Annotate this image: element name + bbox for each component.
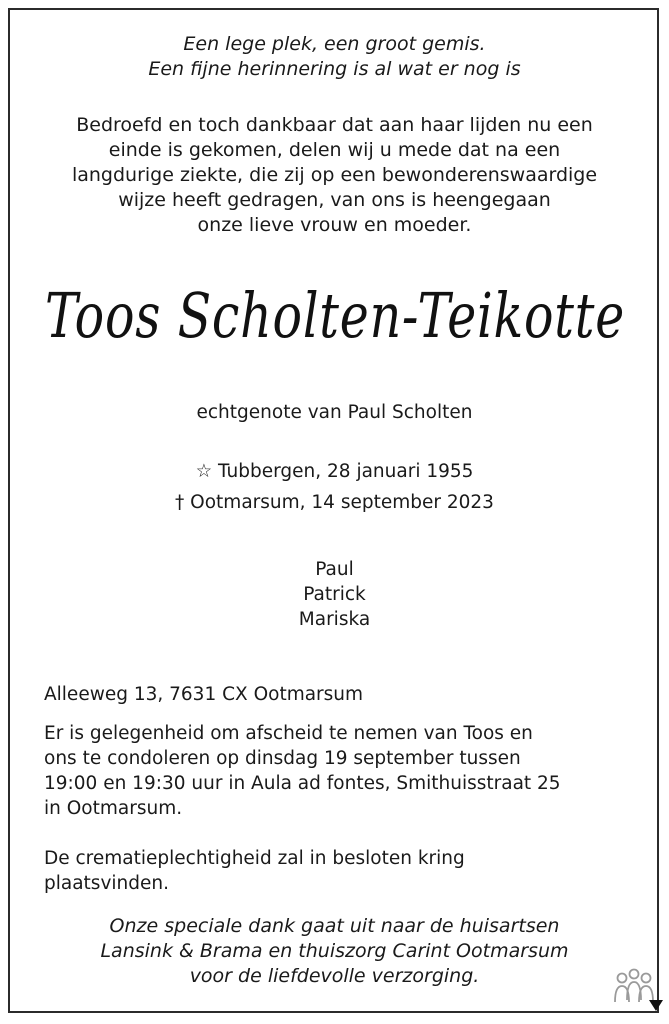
cross-icon: † — [175, 492, 185, 513]
death-line — [0, 490, 669, 515]
condolence-line: in Ootmarsum. — [44, 798, 183, 819]
family-member: Mariska — [298, 609, 371, 630]
intro-line: wijze heeft gedragen, van ons is heengegaan — [118, 189, 551, 211]
arrow-down-icon[interactable] — [648, 998, 664, 1012]
family-member: Paul — [315, 559, 354, 580]
motto-line-2: Een fijne herinnering is al wat er nog is — [148, 58, 521, 80]
intro-line: Bedroefd en toch dankbaar dat aan haar lijden nu een — [76, 114, 593, 136]
thanks-line: voor de liefdevolle verzorging. — [189, 965, 480, 987]
intro-text — [0, 113, 669, 238]
deceased-name-text: Toos Scholten-Teikotte — [45, 279, 625, 352]
thanks-text — [0, 914, 669, 989]
family-member: Patrick — [303, 584, 366, 605]
spouse-line: echtgenote van Paul Scholten — [196, 402, 473, 423]
condolence-text — [44, 721, 644, 821]
deceased-name-signature — [30, 265, 640, 375]
family-list — [0, 557, 669, 632]
intro-line: langdurige ziekte, die zij op een bewonderenswaardige — [71, 164, 598, 186]
condolence-line: 19:00 en 19:30 uur in Aula ad fontes, Smithuisstraat 25 — [44, 773, 561, 794]
cremation-line: plaatsvinden. — [44, 873, 169, 894]
condolence-line: ons te condoleren op dinsdag 19 september tussen — [44, 748, 521, 769]
motto-line-1: Een lege plek, een groot gemis. — [183, 33, 486, 55]
publisher-logo[interactable] — [612, 968, 664, 1016]
intro-line: einde is gekomen, delen wij u mede dat na een — [108, 139, 561, 161]
cremation-line: De crematieplechtigheid zal in besloten kring — [44, 848, 465, 869]
deceased-name — [30, 265, 640, 375]
thanks-line: Lansink & Brama en thuiszorg Carint Ootmarsum — [100, 940, 569, 962]
death-text: Ootmarsum, 14 september 2023 — [190, 492, 494, 513]
thanks-line: Onze speciale dank gaat uit naar de huisartsen — [109, 915, 560, 937]
birth-line — [0, 459, 669, 484]
cremation-text — [44, 846, 644, 896]
intro-line: onze lieve vrouw en moeder. — [197, 214, 472, 236]
condolence-line: Er is gelegenheid om afscheid te nemen van Toos en — [44, 723, 533, 744]
birth-text: Tubbergen, 28 januari 1955 — [218, 461, 474, 482]
address: Alleeweg 13, 7631 CX Ootmarsum — [44, 684, 364, 705]
star-icon: ☆ — [195, 461, 213, 482]
motto — [0, 32, 669, 82]
